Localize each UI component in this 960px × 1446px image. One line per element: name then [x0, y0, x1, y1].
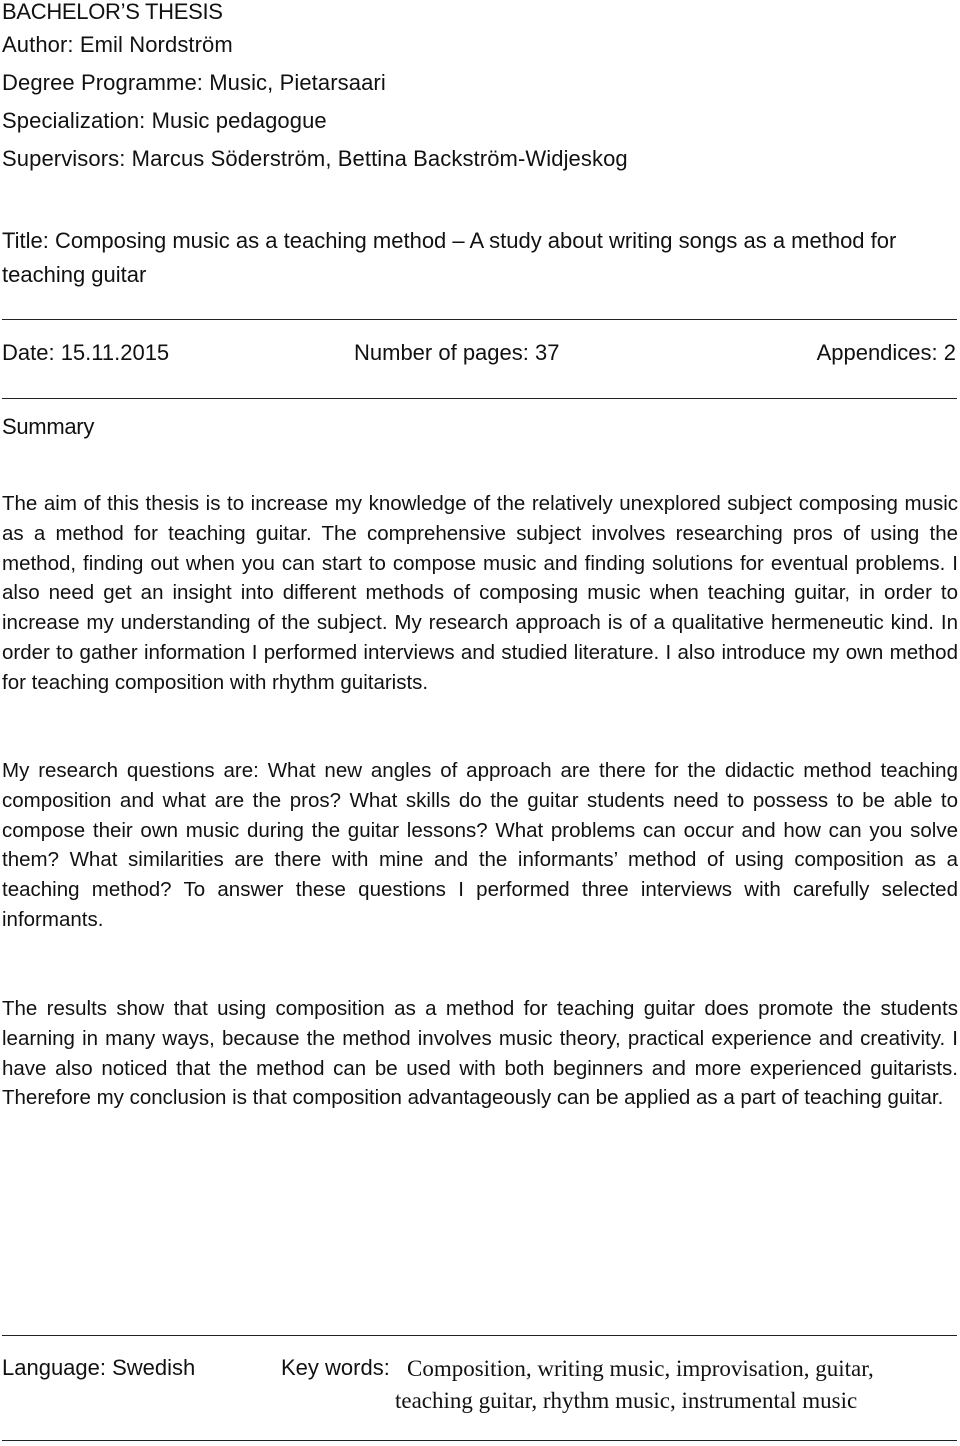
- summary-paragraph-3: The results show that using composition as a method for teaching guitar does promote the students learning in many ways, because the method involves music theory, practical experience and creativity. I have also noticed that the method can be used with both beginners and more experienced guitarists. Therefore my conclusion is that composition advantageously can be applied as a part of teaching guitar.: [2, 997, 958, 1110]
- divider-footer-bottom: [2, 1440, 957, 1441]
- pages-field: Number of pages: 37: [354, 340, 560, 365]
- specialization-line: Specialization: Music pedagogue: [2, 108, 327, 133]
- keywords-line-1: Composition, writing music, improvisation, guitar,: [407, 1356, 874, 1381]
- degree-line: Degree Programme: Music, Pietarsaari: [2, 70, 386, 95]
- summary-heading: Summary: [2, 414, 95, 439]
- info-row: [2, 336, 956, 370]
- language-field: Language: Swedish: [2, 1355, 196, 1380]
- summary-paragraph-2: My research questions are: What new angles of approach are there for the didactic method teaching composition and what are the pros? What skills do the guitar students need to possess to be able to compose their own music during the guitar lessons? What problems can occur and how can you solve them? What similarities are there with mine and the informants’ method of using composition as a teaching method? To answer these questions I performed three interviews with carefully selected informants.: [2, 759, 958, 931]
- author-line: Author: Emil Nordström: [2, 32, 233, 57]
- document-heading: BACHELOR’S THESIS: [2, 0, 223, 24]
- thesis-title: Title: Composing music as a teaching method – A study about writing songs as a method for teaching guitar: [2, 228, 897, 287]
- divider-middle: [2, 398, 957, 399]
- supervisors-line: Supervisors: Marcus Söderström, Bettina Backström-Widjeskog: [2, 146, 628, 171]
- summary-paragraph-1: The aim of this thesis is to increase my knowledge of the relatively unexplored subject composing music as a method for teaching guitar. The comprehensive subject involves researching pros of using the method, finding out when you can start to compose music and finding solutions for eventual problems. I also need get an insight into different methods of composing music when teaching guitar, in order to increase my understanding of the subject. My research approach is of a qualitative hermeneutic kind. In order to gather information I performed interviews and studied literature. I also introduce my own method for teaching composition with rhythm guitarists.: [2, 492, 958, 694]
- keywords-list: [395, 1353, 947, 1417]
- date-field: Date: 15.11.2015: [2, 340, 170, 365]
- divider-top: [2, 319, 957, 320]
- keywords-line-2: teaching guitar, rhythm music, instrumental music: [395, 1388, 858, 1413]
- appendices-field: Appendices: 2: [816, 340, 956, 365]
- keywords-label: Key words:: [281, 1355, 390, 1380]
- divider-footer-top: [2, 1335, 957, 1336]
